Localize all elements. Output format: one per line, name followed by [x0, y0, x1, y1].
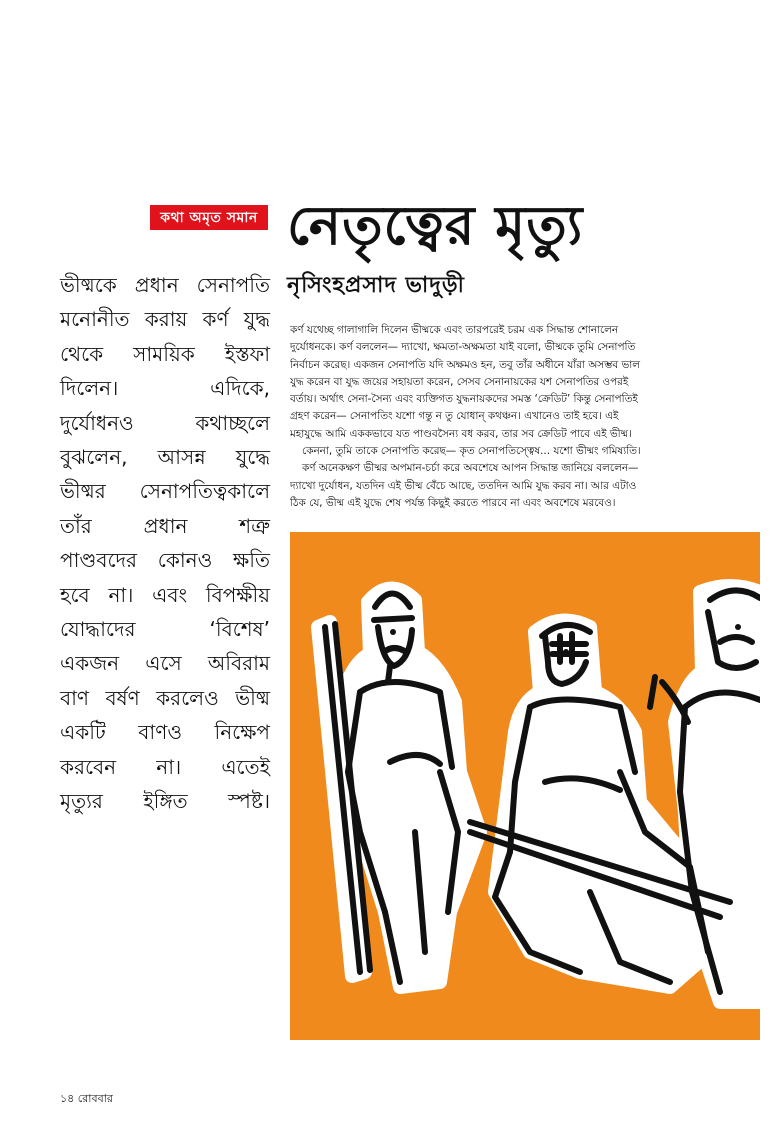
pullquote-line: দিলেন। এদিকে, — [60, 376, 270, 401]
headline: নেতৃত্বের মৃত্যু — [287, 193, 584, 257]
body-line: যুদ্ধ করেন বা যুদ্ধ জয়ের সহায়তা করেন, সেসব সেনানায়কের যশ সেনাপতির ওপরই — [290, 375, 629, 388]
warriors-illustration — [290, 532, 760, 1040]
pull-quote — [60, 268, 270, 819]
pullquote-line: করবেন না। এতেই — [60, 754, 270, 779]
pullquote-line: মৃত্যুর ইঙ্গিত স্পষ্ট। — [60, 789, 270, 814]
pullquote-line: যোদ্ধাদের ‘বিশেষ’ — [60, 617, 270, 642]
body-line: কেননা, তুমি তাকে সেনাপতি করেছ— কৃত সেনাপতিস্ত্বেষ... যশো ভীষ্মং গমিষ্যতি। — [302, 445, 641, 458]
pullquote-line: তাঁর প্রধান শত্রু — [60, 513, 270, 538]
pullquote-line: দুর্যোধনও কথাচ্ছলে — [60, 410, 270, 435]
body-line: ঠিক যে, ভীষ্ম এই যুদ্ধে শেষ পর্যন্ত কিছুই করতে পারবে না এবং অবশেষে মরবেও। — [290, 496, 616, 509]
page-folio: ১৪ রোববার — [60, 1092, 113, 1105]
body-line: দ্যাখো দুর্যোধন, যতদিন এই ভীষ্ম বেঁচে আছে, ততদিন আমি যুদ্ধ করব না। আর এটাও — [290, 479, 637, 492]
body-line: কর্ণ যথেচ্ছ গালাগালি দিলেন ভীষ্মকে এবং তারপরেই চরম এক সিদ্ধান্ত শোনালেন — [290, 324, 619, 336]
pullquote-line: বাণ বর্ষণ করলেও ভীষ্ম — [60, 685, 270, 710]
pullquote-line: ভীষ্মর সেনাপতিত্বকালে — [60, 479, 270, 504]
body-line: বর্তায়। অর্থাৎ সেনা-সৈন্য এবং ব্যক্তিগত যুদ্ধনায়কদের সমস্ত ‘ক্রেডিট’ কিন্তু সেনাপতিই — [290, 393, 638, 406]
pullquote-line: একজন এসে অবিরাম — [60, 651, 270, 676]
article-body — [290, 322, 760, 512]
body-line: দুর্যোধনকে। কর্ণ বললেন— দ্যাখো, ক্ষমতা-অক্ষমতা যাই বলো, ভীষ্মকে তুমি সেনাপতি — [290, 341, 636, 354]
body-line: গ্রহণ করেন— সেনাপতিং যশো গন্তু ন তু যোধান্ কথঞ্চন। এখানেও তাই হবে। এই — [290, 410, 619, 423]
pullquote-line: হবে না। এবং বিপক্ষীয় — [60, 582, 270, 607]
body-line: নির্বাচন করেছ। একজন সেনাপতি যদি অক্ষমও হন, তবু তাঁর অধীনে যাঁরা অসম্ভব ভাল — [290, 358, 640, 371]
pullquote-line: বুঝলেন, আসন্ন যুদ্ধে — [60, 445, 270, 470]
pullquote-line: একটি বাণও নিক্ষেপ — [60, 720, 270, 745]
body-line: মহাযুদ্ধে আমি এককভাবে যত পাণ্ডবসৈন্য বধ করব, তার সব ক্রেডিট পাবে এই ভীষ্ম। — [290, 427, 632, 440]
pullquote-line: থেকে সাময়িক ইস্তফা — [60, 341, 270, 366]
body-line: কর্ণ অনেকক্ষণ ভীষ্মর অপমান-চর্চা করে অবশেষে আপন সিদ্ধান্ত জানিয়ে বললেন— — [302, 462, 639, 475]
pullquote-line: মনোনীত করায় কর্ণ যুদ্ধ — [60, 307, 270, 332]
pullquote-line: ভীষ্মকে প্রধান সেনাপতি — [60, 273, 270, 297]
pullquote-line: পাণ্ডবদের কোনও ক্ষতি — [60, 548, 270, 573]
author-byline: নৃসিংহপ্রসাদ ভাদুড়ী — [287, 273, 465, 298]
section-tag: কথা অমৃত সমান — [150, 205, 268, 230]
